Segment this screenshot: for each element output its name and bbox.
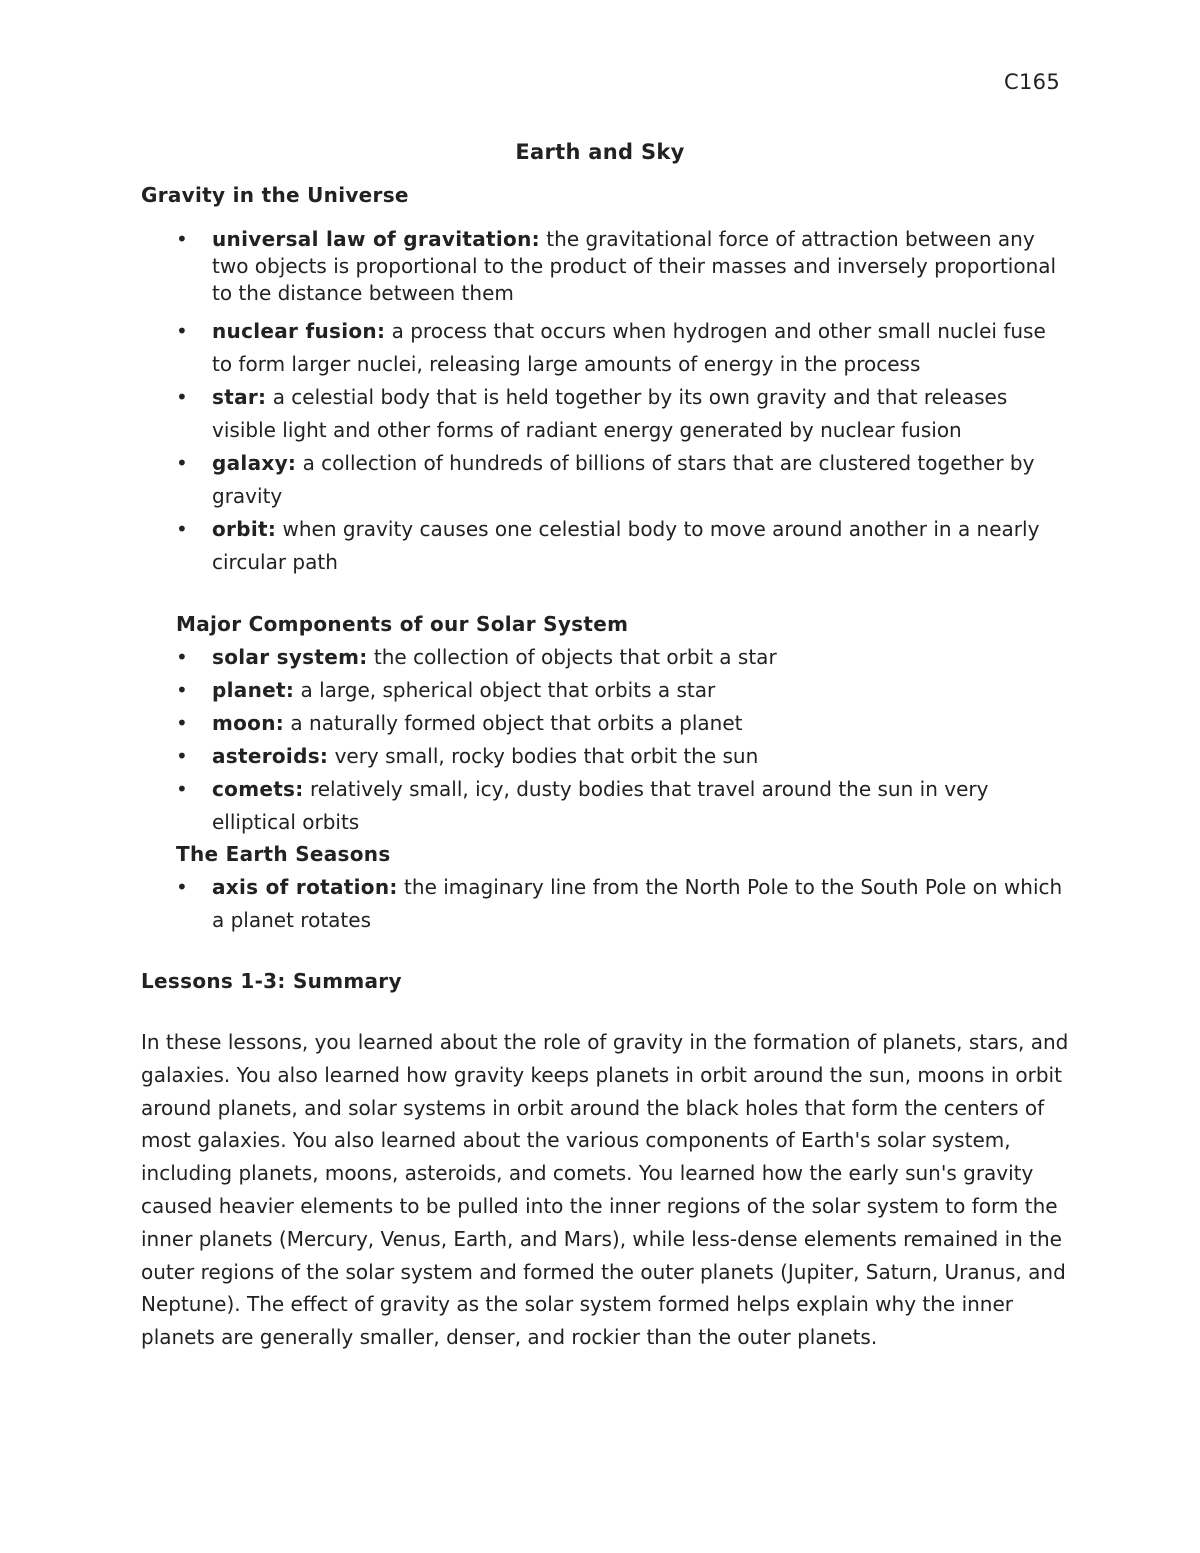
term-label: nuclear fusion: — [212, 319, 386, 343]
term-definition: when gravity causes one celestial body to move around another in a nearly circular path — [212, 517, 1040, 574]
bullet-icon: • — [176, 227, 188, 251]
list-item — [176, 447, 1066, 513]
bullet-icon: • — [176, 711, 188, 735]
term-definition: a process that occurs when hydrogen and other small nuclei fuse to form larger nuclei, releasing large amounts of energy in the process — [212, 319, 1046, 376]
term-definition: a celestial body that is held together by its own gravity and that releases visible light and other forms of radiant energy generated by nuclear fusion — [212, 385, 1008, 442]
bullet-icon: • — [176, 451, 188, 475]
page-title: Earth and Sky — [515, 140, 685, 164]
bullet-icon: • — [176, 744, 188, 768]
bullet-icon: • — [176, 319, 188, 343]
term-definition: a large, spherical object that orbits a star — [300, 678, 716, 702]
term-definition: very small, rocky bodies that orbit the sun — [334, 744, 759, 768]
gravity-terms-list — [176, 226, 1066, 579]
list-item — [176, 641, 1066, 674]
list-item — [176, 381, 1066, 447]
section-heading-solar-system: Major Components of our Solar System — [176, 612, 629, 636]
list-item — [176, 315, 1066, 381]
summary-paragraph: In these lessons, you learned about the role of gravity in the formation of planets, stars, and galaxies. You also learned how gravity keeps planets in orbit around the sun, moons in orbit around planets, and solar systems in orbit around the black holes that form the centers of most galaxies. You also learned about the various components of Earth's solar system, including planets, moons, asteroids, and comets. You learned how the early sun's gravity caused heavier elements to be pulled into the inner regions of the solar system to form the inner planets (Mercury, Venus, Earth, and Mars), while less-dense elements remained in the outer regions of the solar system and formed the outer planets (Jupiter, Saturn, Uranus, and Neptune). The effect of gravity as the solar system formed helps explain why the inner planets are generally smaller, denser, and rockier than the outer planets. — [141, 1030, 1069, 1350]
section-heading-earth-seasons: The Earth Seasons — [176, 842, 391, 866]
bullet-icon: • — [176, 517, 188, 541]
term-label: asteroids: — [212, 744, 329, 768]
term-label: galaxy: — [212, 451, 297, 475]
bullet-icon: • — [176, 645, 188, 669]
bullet-icon: • — [176, 385, 188, 409]
term-label: solar system: — [212, 645, 368, 669]
bullet-icon: • — [176, 777, 188, 801]
term-label: comets: — [212, 777, 304, 801]
solar-system-terms-list — [176, 641, 1066, 839]
term-definition: a naturally formed object that orbits a planet — [290, 711, 743, 735]
term-definition: the gravitational force of attraction between any two objects is proportional to the product of their masses and inversely proportional to the distance between them — [212, 227, 1057, 305]
earth-seasons-terms-list — [176, 871, 1066, 937]
list-item — [176, 740, 1066, 773]
term-definition: the imaginary line from the North Pole to the South Pole on which a planet rotates — [212, 875, 1063, 932]
section-heading-gravity: Gravity in the Universe — [141, 183, 409, 207]
list-item — [176, 513, 1066, 579]
term-label: universal law of gravitation: — [212, 227, 540, 251]
term-label: orbit: — [212, 517, 277, 541]
list-item — [176, 773, 1066, 839]
term-label: star: — [212, 385, 267, 409]
list-item — [176, 674, 1066, 707]
term-label: axis of rotation: — [212, 875, 398, 899]
list-item — [176, 226, 1066, 307]
summary-heading: Lessons 1-3: Summary — [141, 969, 402, 993]
term-label: moon: — [212, 711, 285, 735]
list-item — [176, 871, 1066, 937]
term-definition: the collection of objects that orbit a star — [373, 645, 777, 669]
list-item — [176, 707, 1066, 740]
term-definition: relatively small, icy, dusty bodies that travel around the sun in very elliptical orbits — [212, 777, 989, 834]
term-definition: a collection of hundreds of billions of stars that are clustered together by gravity — [212, 451, 1035, 508]
bullet-icon: • — [176, 678, 188, 702]
bullet-icon: • — [176, 875, 188, 899]
course-code: C165 — [1004, 70, 1060, 94]
term-label: planet: — [212, 678, 295, 702]
